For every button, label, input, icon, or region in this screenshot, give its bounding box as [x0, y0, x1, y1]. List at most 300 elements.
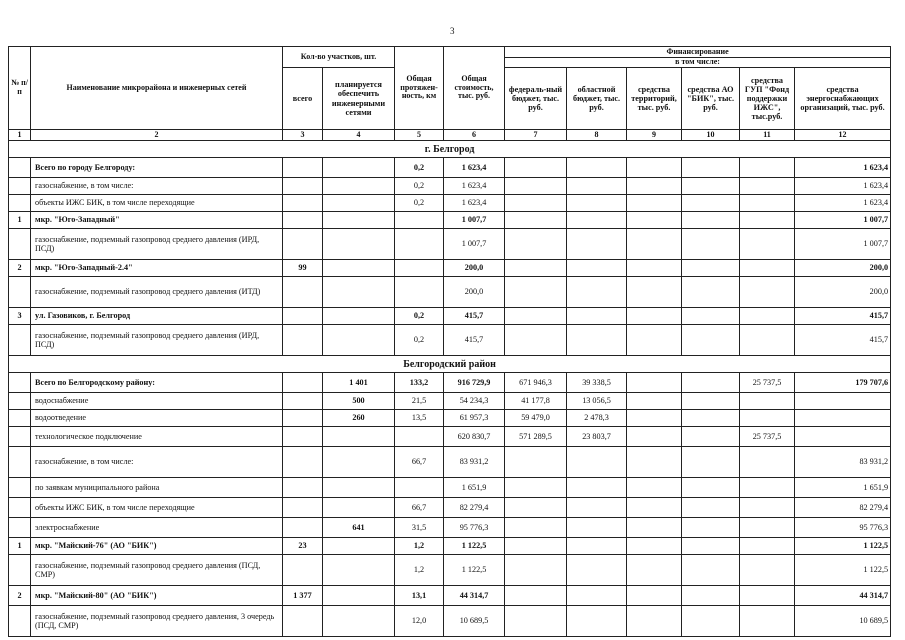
bik-funds: [682, 373, 740, 393]
plots-total: [283, 427, 323, 447]
length-km: [395, 229, 444, 260]
plots-planned: [323, 586, 395, 606]
plots-planned: [323, 498, 395, 518]
table-row: [9, 195, 891, 212]
territory-funds: [627, 195, 682, 212]
plots-total: 1 377: [283, 586, 323, 606]
federal-budget: [505, 277, 567, 308]
financing-table: [8, 46, 891, 637]
federal-budget: [505, 538, 567, 555]
plots-planned: [323, 178, 395, 195]
total-cost: 10 689,5: [444, 606, 505, 637]
table-row: [9, 586, 891, 606]
column-number: 8: [567, 130, 627, 141]
table-row: [9, 178, 891, 195]
territory-funds: [627, 308, 682, 325]
plots-total: [283, 447, 323, 478]
total-cost: 61 957,3: [444, 410, 505, 427]
regional-budget: [567, 178, 627, 195]
header-financing: Финансирование: [505, 47, 891, 58]
territory-funds: [627, 518, 682, 538]
column-number: 2: [31, 130, 283, 141]
column-number: 3: [283, 130, 323, 141]
row-name: электроснабжение: [31, 518, 283, 538]
energy-funds: 415,7: [795, 325, 891, 356]
regional-budget: [567, 478, 627, 498]
row-number: [9, 518, 31, 538]
territory-funds: [627, 478, 682, 498]
row-name: Всего по городу Белгороду:: [31, 158, 283, 178]
regional-budget: [567, 555, 627, 586]
energy-funds: [795, 427, 891, 447]
federal-budget: [505, 447, 567, 478]
table-row: [9, 518, 891, 538]
energy-funds: 44 314,7: [795, 586, 891, 606]
row-number: [9, 555, 31, 586]
energy-funds: 415,7: [795, 308, 891, 325]
total-cost: 82 279,4: [444, 498, 505, 518]
plots-planned: 500: [323, 393, 395, 410]
plots-total: [283, 178, 323, 195]
total-cost: 1 007,7: [444, 212, 505, 229]
total-cost: 1 122,5: [444, 555, 505, 586]
federal-budget: [505, 555, 567, 586]
length-km: 1,2: [395, 538, 444, 555]
federal-budget: [505, 606, 567, 637]
header-name: Наименование микрорайона и инженерных сетей: [31, 47, 283, 130]
table-row: [9, 158, 891, 178]
header-cost: Общая стоимость, тыс. руб.: [444, 47, 505, 130]
length-km: 0,2: [395, 178, 444, 195]
plots-total: [283, 325, 323, 356]
bik-funds: [682, 277, 740, 308]
bik-funds: [682, 229, 740, 260]
table-row: [9, 606, 891, 637]
regional-budget: 2 478,3: [567, 410, 627, 427]
section-title: Белгородский район: [9, 356, 891, 373]
total-cost: 83 931,2: [444, 447, 505, 478]
plots-total: [283, 498, 323, 518]
territory-funds: [627, 325, 682, 356]
bik-funds: [682, 212, 740, 229]
territory-funds: [627, 586, 682, 606]
plots-planned: [323, 606, 395, 637]
gup-funds: [740, 393, 795, 410]
header-gup: средства ГУП "Фонд поддержки ИЖС", тыс.руб.: [740, 68, 795, 130]
total-cost: 916 729,9: [444, 373, 505, 393]
row-number: 3: [9, 308, 31, 325]
table-row: [9, 308, 891, 325]
regional-budget: 13 056,5: [567, 393, 627, 410]
row-name: мкр. "Майский-76" (АО "БИК"): [31, 538, 283, 555]
territory-funds: [627, 229, 682, 260]
energy-funds: 1 122,5: [795, 555, 891, 586]
gup-funds: [740, 178, 795, 195]
total-cost: 1 623,4: [444, 178, 505, 195]
table-row: [9, 410, 891, 427]
row-number: 1: [9, 538, 31, 555]
plots-total: [283, 393, 323, 410]
length-km: 1,2: [395, 555, 444, 586]
plots-total: [283, 308, 323, 325]
plots-planned: [323, 538, 395, 555]
column-number: 11: [740, 130, 795, 141]
plots-planned: [323, 308, 395, 325]
row-number: [9, 373, 31, 393]
header-bik: средства АО "БИК", тыс. руб.: [682, 68, 740, 130]
regional-budget: [567, 606, 627, 637]
federal-budget: [505, 260, 567, 277]
header-plots-planned: планируется обеспечить инженерными сетями: [323, 68, 395, 130]
gup-funds: [740, 212, 795, 229]
row-number: [9, 229, 31, 260]
plots-total: [283, 195, 323, 212]
bik-funds: [682, 178, 740, 195]
energy-funds: 1 623,4: [795, 158, 891, 178]
plots-planned: [323, 277, 395, 308]
territory-funds: [627, 606, 682, 637]
total-cost: 620 830,7: [444, 427, 505, 447]
plots-planned: [323, 229, 395, 260]
bik-funds: [682, 260, 740, 277]
row-name: водоотведение: [31, 410, 283, 427]
row-name: газоснабжение, подземный газопровод среднего давления (ПСД, СМР): [31, 555, 283, 586]
territory-funds: [627, 393, 682, 410]
gup-funds: [740, 538, 795, 555]
total-cost: 200,0: [444, 277, 505, 308]
plots-planned: [323, 212, 395, 229]
column-number: 1: [9, 130, 31, 141]
length-km: 0,2: [395, 158, 444, 178]
row-name: мкр. "Юго-Западный": [31, 212, 283, 229]
header-plots: Кол-во участков, шт.: [283, 47, 395, 68]
header-length: Общая протяжен-ность, км: [395, 47, 444, 130]
header-including: в том числе:: [505, 58, 891, 68]
energy-funds: 10 689,5: [795, 606, 891, 637]
length-km: 133,2: [395, 373, 444, 393]
row-name: газоснабжение, подземный газопровод среднего давления (ИТД): [31, 277, 283, 308]
table-header: [9, 47, 891, 141]
federal-budget: [505, 195, 567, 212]
total-cost: 1 007,7: [444, 229, 505, 260]
plots-total: [283, 518, 323, 538]
length-km: 0,2: [395, 308, 444, 325]
federal-budget: [505, 518, 567, 538]
length-km: [395, 277, 444, 308]
federal-budget: 671 946,3: [505, 373, 567, 393]
bik-funds: [682, 606, 740, 637]
energy-funds: 200,0: [795, 277, 891, 308]
gup-funds: [740, 410, 795, 427]
plots-total: [283, 158, 323, 178]
table-row: [9, 277, 891, 308]
table-row: [9, 325, 891, 356]
federal-budget: [505, 158, 567, 178]
total-cost: 44 314,7: [444, 586, 505, 606]
gup-funds: [740, 498, 795, 518]
row-number: [9, 427, 31, 447]
gup-funds: [740, 229, 795, 260]
length-km: [395, 478, 444, 498]
row-name: газоснабжение, подземный газопровод среднего давления, 3 очередь (ПСД, СМР): [31, 606, 283, 637]
regional-budget: 39 338,5: [567, 373, 627, 393]
length-km: [395, 260, 444, 277]
energy-funds: 82 279,4: [795, 498, 891, 518]
row-number: [9, 478, 31, 498]
energy-funds: [795, 410, 891, 427]
bik-funds: [682, 498, 740, 518]
federal-budget: [505, 178, 567, 195]
bik-funds: [682, 518, 740, 538]
plots-total: 23: [283, 538, 323, 555]
regional-budget: [567, 498, 627, 518]
plots-total: [283, 277, 323, 308]
federal-budget: [505, 586, 567, 606]
federal-budget: 571 289,5: [505, 427, 567, 447]
territory-funds: [627, 178, 682, 195]
header-regional: областной бюджет, тыс. руб.: [567, 68, 627, 130]
regional-budget: [567, 325, 627, 356]
row-name: газоснабжение, подземный газопровод среднего давления (ИРД, ПСД): [31, 229, 283, 260]
row-number: 2: [9, 586, 31, 606]
plots-planned: [323, 158, 395, 178]
regional-budget: [567, 229, 627, 260]
row-name: газоснабжение, в том числе:: [31, 447, 283, 478]
row-number: 2: [9, 260, 31, 277]
bik-funds: [682, 427, 740, 447]
length-km: 12,0: [395, 606, 444, 637]
bik-funds: [682, 158, 740, 178]
plots-total: [283, 212, 323, 229]
table-row: [9, 260, 891, 277]
territory-funds: [627, 410, 682, 427]
regional-budget: [567, 158, 627, 178]
regional-budget: [567, 308, 627, 325]
gup-funds: [740, 195, 795, 212]
length-km: 0,2: [395, 325, 444, 356]
length-km: 31,5: [395, 518, 444, 538]
column-number-row: [9, 130, 891, 141]
row-name: газоснабжение, подземный газопровод среднего давления (ИРД, ПСД): [31, 325, 283, 356]
federal-budget: [505, 229, 567, 260]
energy-funds: 1 651,9: [795, 478, 891, 498]
section-title: г. Белгород: [9, 141, 891, 158]
table-row: [9, 555, 891, 586]
bik-funds: [682, 308, 740, 325]
regional-budget: [567, 447, 627, 478]
row-number: [9, 447, 31, 478]
federal-budget: [505, 478, 567, 498]
plots-planned: [323, 447, 395, 478]
energy-funds: 1 623,4: [795, 178, 891, 195]
row-number: [9, 195, 31, 212]
territory-funds: [627, 447, 682, 478]
row-number: [9, 277, 31, 308]
plots-planned: [323, 325, 395, 356]
section-header-row: [9, 141, 891, 158]
table-row: [9, 229, 891, 260]
energy-funds: 1 623,4: [795, 195, 891, 212]
plots-planned: 260: [323, 410, 395, 427]
federal-budget: [505, 212, 567, 229]
energy-funds: 83 931,2: [795, 447, 891, 478]
plots-planned: 1 401: [323, 373, 395, 393]
gup-funds: [740, 606, 795, 637]
row-name: технологическое подключение: [31, 427, 283, 447]
bik-funds: [682, 195, 740, 212]
gup-funds: [740, 308, 795, 325]
bik-funds: [682, 555, 740, 586]
energy-funds: 200,0: [795, 260, 891, 277]
gup-funds: [740, 158, 795, 178]
plots-total: 99: [283, 260, 323, 277]
territory-funds: [627, 277, 682, 308]
row-number: [9, 325, 31, 356]
gup-funds: 25 737,5: [740, 427, 795, 447]
section-header-row: [9, 356, 891, 373]
table-row: [9, 212, 891, 229]
length-km: [395, 427, 444, 447]
plots-total: [283, 606, 323, 637]
row-number: [9, 393, 31, 410]
total-cost: 415,7: [444, 325, 505, 356]
total-cost: 95 776,3: [444, 518, 505, 538]
header-federal: федераль-ный бюджет, тыс. руб.: [505, 68, 567, 130]
row-number: [9, 158, 31, 178]
length-km: 66,7: [395, 498, 444, 518]
plots-total: [283, 555, 323, 586]
total-cost: 1 623,4: [444, 195, 505, 212]
federal-budget: 59 479,0: [505, 410, 567, 427]
plots-planned: [323, 195, 395, 212]
header-plots-total: всего: [283, 68, 323, 130]
total-cost: 415,7: [444, 308, 505, 325]
total-cost: 1 651,9: [444, 478, 505, 498]
column-number: 6: [444, 130, 505, 141]
row-name: ул. Газовиков, г. Белгород: [31, 308, 283, 325]
plots-total: [283, 229, 323, 260]
territory-funds: [627, 498, 682, 518]
length-km: [395, 212, 444, 229]
column-number: 4: [323, 130, 395, 141]
column-number: 7: [505, 130, 567, 141]
federal-budget: [505, 325, 567, 356]
bik-funds: [682, 478, 740, 498]
gup-funds: [740, 586, 795, 606]
length-km: 13,5: [395, 410, 444, 427]
header-territories: средства территорий, тыс. руб.: [627, 68, 682, 130]
bik-funds: [682, 393, 740, 410]
table-row: [9, 538, 891, 555]
energy-funds: 1 007,7: [795, 229, 891, 260]
territory-funds: [627, 538, 682, 555]
row-name: мкр. "Юго-Западный-2.4": [31, 260, 283, 277]
column-number: 5: [395, 130, 444, 141]
territory-funds: [627, 427, 682, 447]
column-number: 9: [627, 130, 682, 141]
gup-funds: [740, 260, 795, 277]
federal-budget: 41 177,8: [505, 393, 567, 410]
regional-budget: [567, 195, 627, 212]
regional-budget: [567, 277, 627, 308]
gup-funds: [740, 325, 795, 356]
bik-funds: [682, 325, 740, 356]
row-name: объекты ИЖС БИК, в том числе переходящие: [31, 498, 283, 518]
plots-planned: [323, 427, 395, 447]
row-name: по заявкам муниципального района: [31, 478, 283, 498]
row-number: [9, 178, 31, 195]
energy-funds: 95 776,3: [795, 518, 891, 538]
length-km: 0,2: [395, 195, 444, 212]
territory-funds: [627, 260, 682, 277]
row-name: мкр. "Майский-80" (АО "БИК"): [31, 586, 283, 606]
column-number: 12: [795, 130, 891, 141]
column-number: 10: [682, 130, 740, 141]
plots-total: [283, 478, 323, 498]
regional-budget: [567, 518, 627, 538]
bik-funds: [682, 447, 740, 478]
energy-funds: 179 707,6: [795, 373, 891, 393]
energy-funds: [795, 393, 891, 410]
table-row: [9, 393, 891, 410]
gup-funds: [740, 555, 795, 586]
row-name: водоснабжение: [31, 393, 283, 410]
header-num: № п/п: [9, 47, 31, 130]
gup-funds: [740, 478, 795, 498]
federal-budget: [505, 308, 567, 325]
energy-funds: 1 007,7: [795, 212, 891, 229]
territory-funds: [627, 212, 682, 229]
table-row: [9, 498, 891, 518]
plots-planned: [323, 555, 395, 586]
row-name: Всего по Белгородскому району:: [31, 373, 283, 393]
regional-budget: [567, 212, 627, 229]
federal-budget: [505, 498, 567, 518]
row-number: 1: [9, 212, 31, 229]
gup-funds: [740, 447, 795, 478]
page-number: 3: [450, 26, 455, 36]
plots-planned: 641: [323, 518, 395, 538]
total-cost: 200,0: [444, 260, 505, 277]
territory-funds: [627, 158, 682, 178]
gup-funds: [740, 277, 795, 308]
row-number: [9, 410, 31, 427]
table-row: [9, 373, 891, 393]
bik-funds: [682, 410, 740, 427]
regional-budget: [567, 260, 627, 277]
row-name: газоснабжение, в том числе:: [31, 178, 283, 195]
length-km: 13,1: [395, 586, 444, 606]
length-km: 21,5: [395, 393, 444, 410]
row-number: [9, 498, 31, 518]
territory-funds: [627, 373, 682, 393]
territory-funds: [627, 555, 682, 586]
header-energy: средства энергоснабжающих организаций, тыс. руб.: [795, 68, 891, 130]
table-body: [9, 141, 891, 637]
regional-budget: [567, 538, 627, 555]
regional-budget: [567, 586, 627, 606]
plots-planned: [323, 478, 395, 498]
regional-budget: 23 803,7: [567, 427, 627, 447]
table-row: [9, 478, 891, 498]
row-name: объекты ИЖС БИК, в том числе переходящие: [31, 195, 283, 212]
plots-total: [283, 373, 323, 393]
energy-funds: 1 122,5: [795, 538, 891, 555]
plots-total: [283, 410, 323, 427]
total-cost: 1 623,4: [444, 158, 505, 178]
gup-funds: 25 737,5: [740, 373, 795, 393]
row-number: [9, 606, 31, 637]
